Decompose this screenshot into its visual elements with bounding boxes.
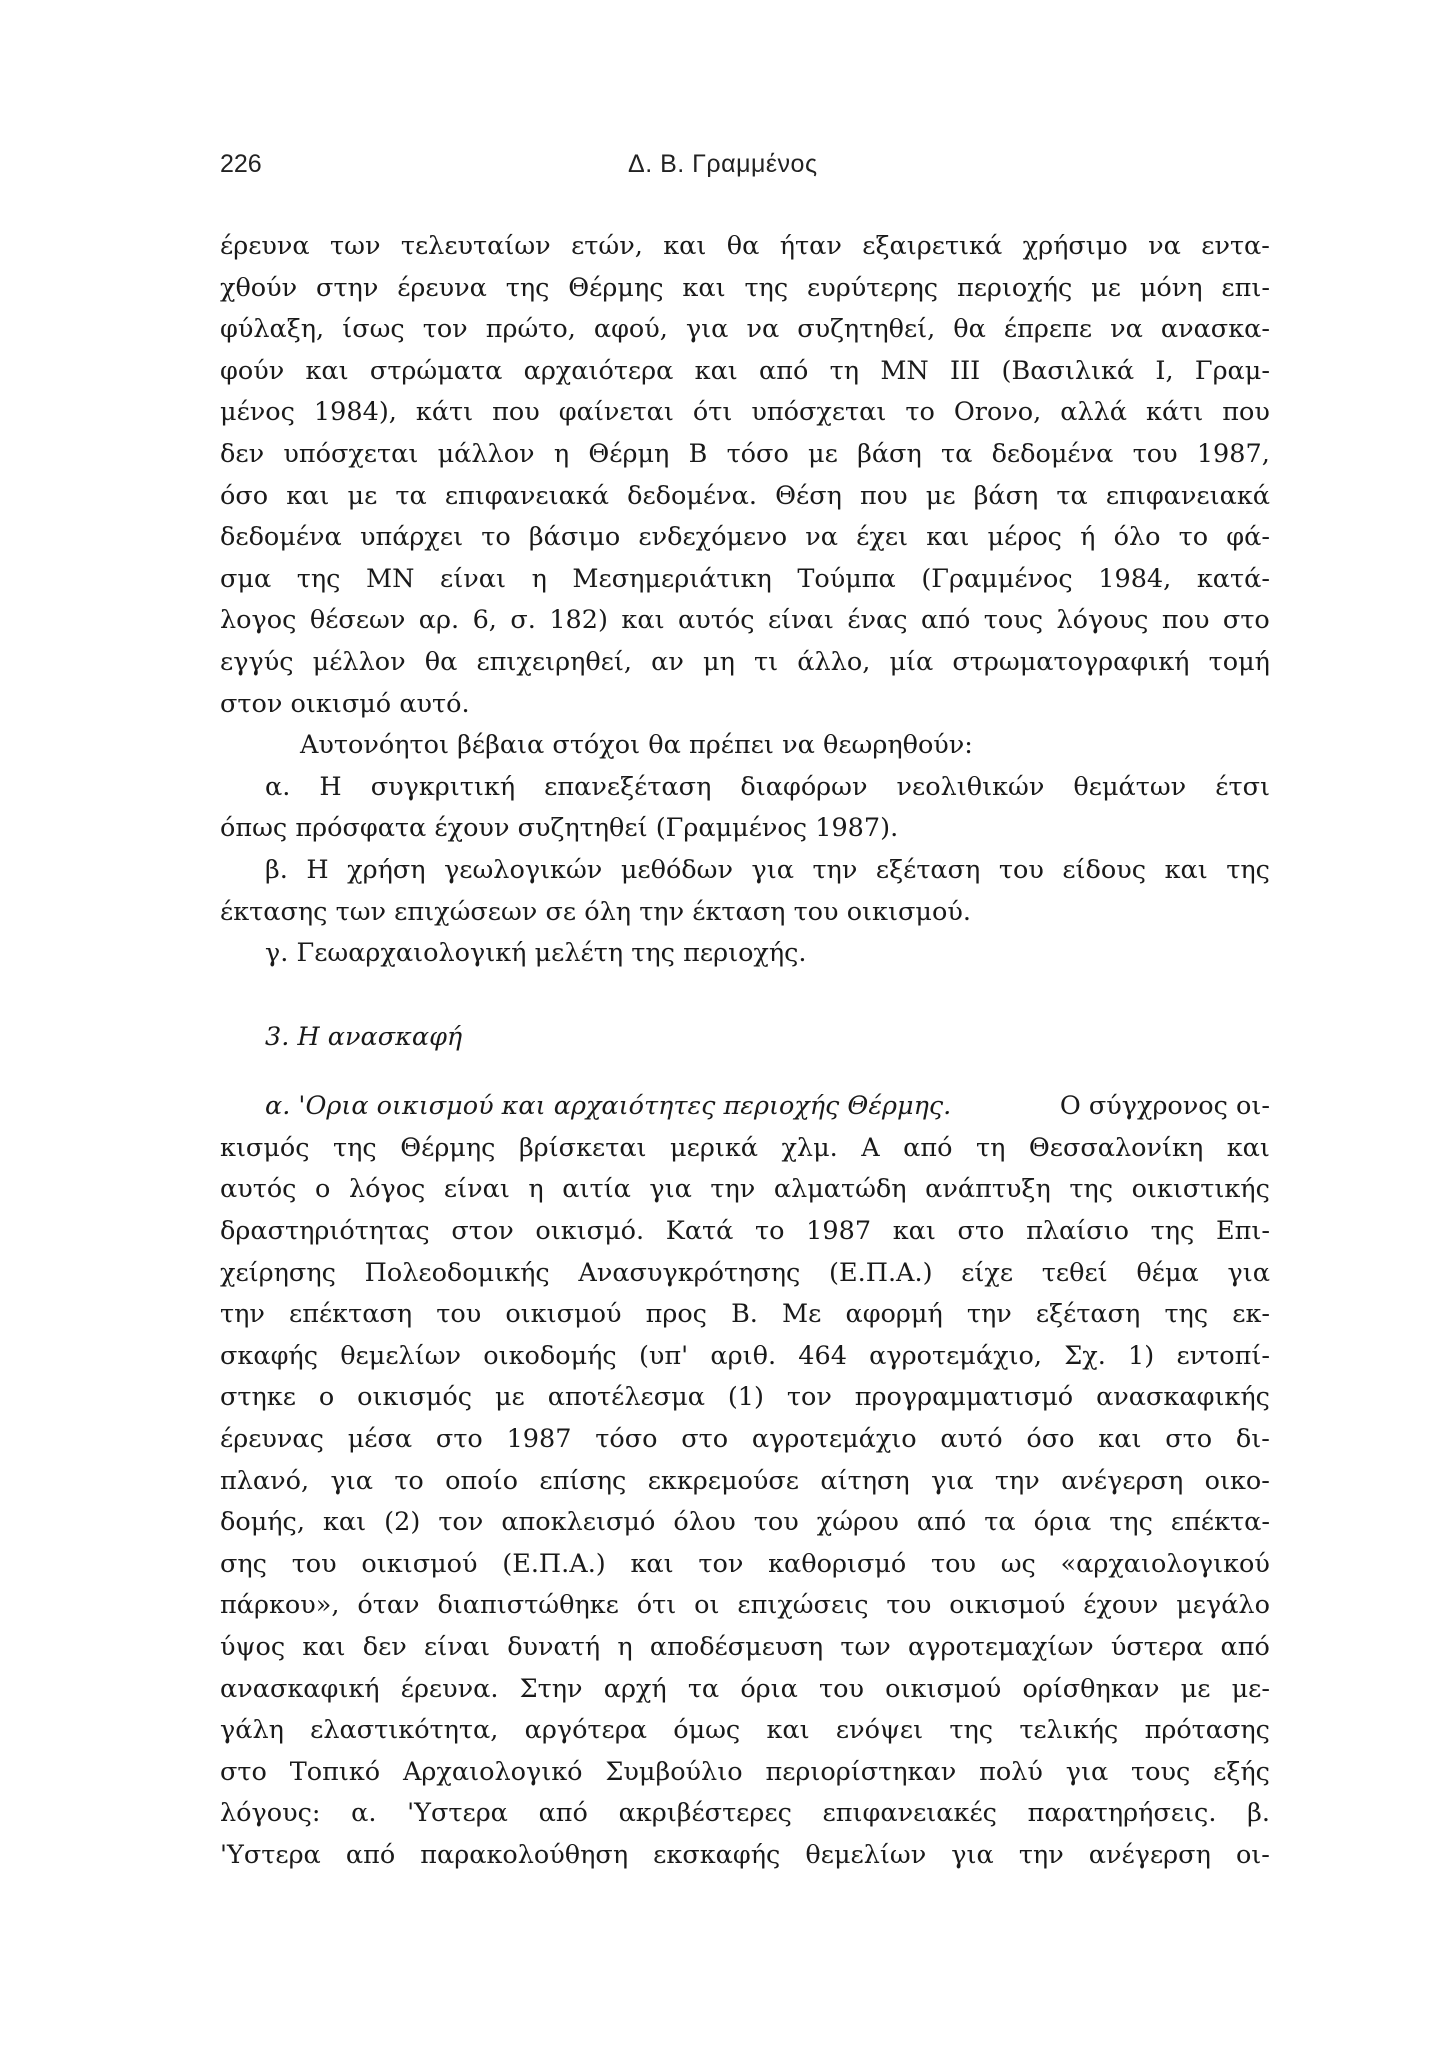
text-line-lead (220, 1086, 1270, 1128)
running-title: Δ. Β. Γραμμένος (628, 150, 818, 178)
text-line: β. Η χρήση γεωλογικών μεθόδων για την εξέταση του είδους και της (265, 854, 1270, 885)
text-line: γ. Γεωαρχαιολογική μελέτη της περιοχής. (265, 938, 807, 969)
text-line: έρευνα των τελευταίων ετών, και θα ήταν εξαιρετικά χρήσιμο να εντα- (220, 231, 1270, 261)
text-line: Αυτονόητοι βέβαια στόχοι θα πρέπει να θεωρηθούν: (300, 730, 973, 761)
text-line: λογος θέσεων αρ. 6, σ. 182) και αυτός είναι ένας από τους λόγους που στο (220, 605, 1270, 636)
text-line: εγγύς μέλλον θα επιχειρηθεί, αν μη τι άλλο, μία στρωματογραφική τομή (220, 646, 1270, 677)
text-line: όπως πρόσφατα έχουν συζητηθεί (Γραμμένος 1987). (220, 813, 899, 844)
section-gap-2 (220, 1058, 1270, 1086)
text-line: δομής, και (2) τον αποκλεισμό όλου του χώρου από τα όρια της επέκτα- (220, 1507, 1270, 1538)
page-number: 226 (220, 150, 262, 178)
text-line: την επέκταση του οικισμού προς Β. Με αφορμή την εξέταση της εκ- (220, 1299, 1270, 1330)
text-line: στον οικισμό αυτό. (220, 688, 470, 719)
text-line: σης του οικισμού (Ε.Π.Α.) και τον καθορισμό του ως «αρχαιολογικού (220, 1548, 1270, 1579)
body-text (220, 226, 1270, 1877)
text-line: αυτός ο λόγος είναι η αιτία για την αλματώδη ανάπτυξη της οικιστικής (220, 1174, 1270, 1205)
text-line: δεν υπόσχεται μάλλον η Θέρμη Β τόσο με βάση τα δεδομένα του 1987, (220, 438, 1270, 469)
lead-italic: α. 'Ορια οικισμού και αρχαιότητες περιοχής Θέρμης. (265, 1091, 952, 1122)
text-line: δεδομένα υπάρχει το βάσιμο ενδεχόμενο να έχει και μέρος ή όλο το φά- (220, 522, 1270, 553)
text-line: δραστηριότητας στον οικισμό. Κατά το 1987 και στο πλαίσιο της Επι- (220, 1216, 1270, 1247)
text-line: πλανό, για το οποίο επίσης εκκρεμούσε αίτηση για την ανέγερση οικο- (220, 1465, 1270, 1496)
text-line: χθούν στην έρευνα της Θέρμης και της ευρύτερης περιοχής με μόνη επι- (220, 272, 1270, 303)
text-line: χείρησης Πολεοδομικής Ανασυγκρότησης (Ε.Π.Α.) είχε τεθεί θέμα για (220, 1257, 1270, 1288)
text-line: όσο και με τα επιφανειακά δεδομένα. Θέση που με βάση τα επιφανειακά (220, 480, 1270, 511)
text-line: σμα της ΜΝ είναι η Μεσημεριάτικη Τούμπα (Γραμμένος 1984, κατά- (220, 563, 1270, 594)
text-line: σκαφής θεμελίων οικοδομής (υπ' αριθ. 464 αγροτεμάχιο, Σχ. 1) εντοπί- (220, 1340, 1270, 1371)
section-gap (220, 975, 1270, 1017)
text-line: φούν και στρώματα αρχαιότερα και από τη ΜΝ ΙΙΙ (Βασιλικά Ι, Γραμ- (220, 355, 1270, 386)
text-line: α. Η συγκριτική επανεξέταση διαφόρων νεολιθικών θεμάτων έτσι (265, 771, 1270, 802)
text-line: φύλαξη, ίσως τον πρώτο, αφού, για να συζητηθεί, θα έπρεπε να ανασκα- (220, 314, 1270, 345)
text-line: στο Τοπικό Αρχαιολογικό Συμβούλιο περιορίστηκαν πολύ για τους εξής (220, 1756, 1270, 1787)
lead-rest: Ο σύγχρονος οι- (1059, 1091, 1270, 1122)
text-line: ανασκαφική έρευνα. Στην αρχή τα όρια του οικισμού ορίσθηκαν με με- (220, 1673, 1270, 1704)
text-line: λόγους: α. 'Υστερα από ακριβέστερες επιφανειακές παρατηρήσεις. β. (220, 1798, 1270, 1829)
text-line: ύψος και δεν είναι δυνατή η αποδέσμευση των αγροτεμαχίων ύστερα από (220, 1632, 1270, 1662)
text-line: πάρκου», όταν διαπιστώθηκε ότι οι επιχώσεις του οικισμού έχουν μεγάλο (220, 1590, 1270, 1621)
running-head (220, 150, 1270, 190)
text-line: κισμός της Θέρμης βρίσκεται μερικά χλμ. Α από τη Θεσσαλονίκη και (220, 1132, 1270, 1163)
text-line: 'Υστερα από παρακολούθηση εκσκαφής θεμελίων για την ανέγερση οι- (220, 1839, 1270, 1870)
section-paragraph (220, 1086, 1270, 1876)
text-line: στηκε ο οικισμός με αποτέλεσμα (1) τον προγραμματισμό ανασκαφικής (220, 1382, 1270, 1413)
section-heading: 3. Η ανασκαφή (265, 1021, 463, 1052)
text-line: έρευνας μέσα στο 1987 τόσο στο αγροτεμάχιο αυτό όσο και στο δι- (220, 1424, 1270, 1455)
text-line: μένος 1984), κάτι που φαίνεται ότι υπόσχεται το Orονο, αλλά κάτι που (220, 397, 1270, 428)
text-line: γάλη ελαστικότητα, αργότερα όμως και ενόψει της τελικής πρότασης (220, 1715, 1270, 1746)
text-line: έκτασης των επιχώσεων σε όλη την έκταση του οικισμού. (220, 896, 971, 927)
paragraphs (220, 226, 1270, 975)
